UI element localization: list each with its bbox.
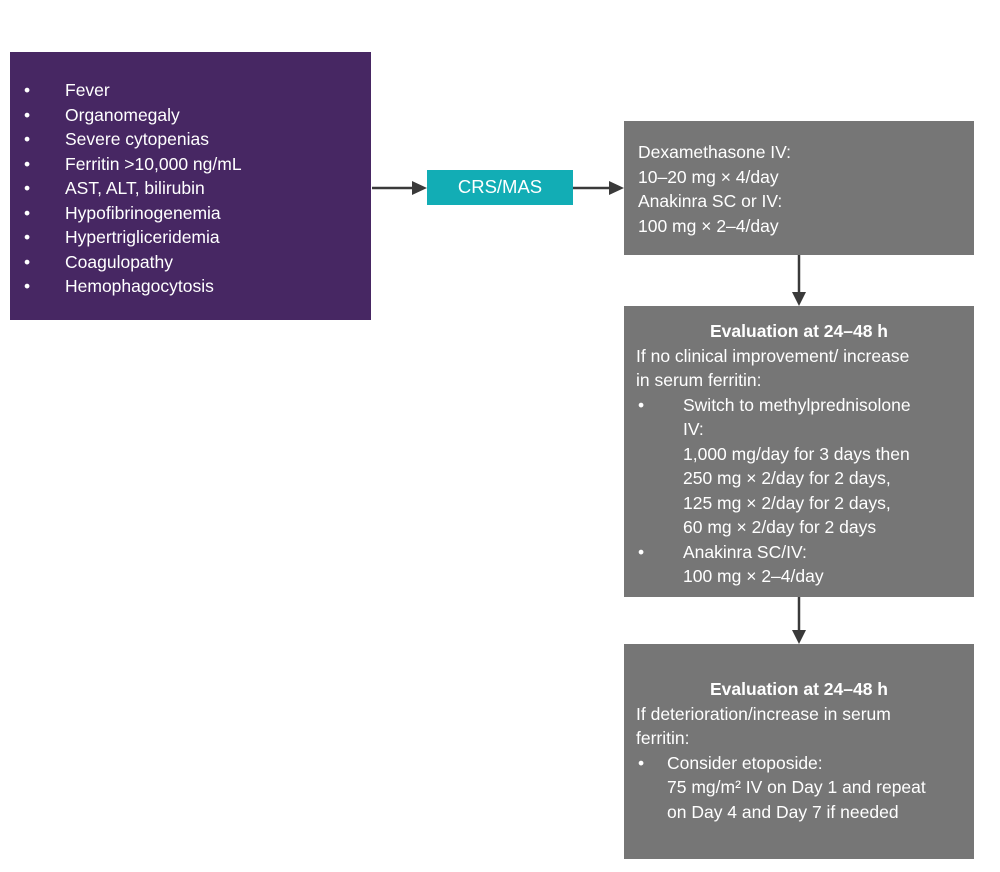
intro-line: If deterioration/increase in serum [636,703,891,724]
bullet-icon: • [24,153,31,174]
list-item [10,250,371,275]
crs-mas-node [427,170,573,205]
list-item [624,751,974,825]
treatment-line: Switch to methylprednisolone [683,394,911,415]
list-item [10,225,371,250]
symptom-label: Hemophagocytosis [65,276,214,296]
evaluation-box-1 [624,306,974,597]
intro-line: If no clinical improvement/ increase [636,345,910,366]
bullet-icon: • [638,752,645,773]
list-item [10,127,371,152]
bullet-icon: • [24,104,31,125]
bullet-icon: • [24,227,31,247]
treatment-line: 125 mg × 2/day for 2 days, [683,492,891,513]
bullet-icon: • [24,129,31,149]
symptom-label: Hypofibrinogenemia [65,202,221,223]
treatment-line: 1,000 mg/day for 3 days then [683,443,910,464]
bullet-icon: • [24,251,31,272]
treatment-line: Consider etoposide: [667,752,823,773]
list-item [624,393,974,540]
treatment-line: 75 mg/m² IV on Day 1 and repeat [667,777,926,797]
bullet-icon: • [24,202,31,223]
treatment-line: Anakinra SC or IV: [638,191,783,211]
symptom-label: AST, ALT, bilirubin [65,178,205,198]
crs-mas-label: CRS/MAS [457,176,543,198]
treatment-line: 100 mg × 2–4/day [638,215,779,236]
evaluation-intro [624,702,974,751]
intro-line: in serum ferritin: [636,370,762,390]
symptom-label: Organomegaly [65,104,180,125]
list-item [10,176,371,201]
treatment-line: Anakinra SC/IV: [683,541,807,562]
treatment-line: 250 mg × 2/day for 2 days, [683,468,891,488]
treatment-line: IV: [683,419,704,439]
treatment-line: 100 mg × 2–4/day [683,566,824,586]
list-item [10,103,371,128]
bullet-icon: • [24,276,31,296]
treatment-line: 60 mg × 2/day for 2 days [683,517,877,537]
bullet-icon: • [638,394,645,415]
bullet-icon: • [24,80,31,100]
arrow-treatment-to-eval1 [792,255,806,306]
symptom-label: Severe cytopenias [65,129,209,149]
intro-line: ferritin: [636,728,690,748]
arrow-crs-to-treatment [573,181,624,195]
symptom-label: Hypertrigliceridemia [65,227,220,247]
bullet-icon: • [24,178,31,198]
list-item [10,201,371,226]
symptom-label: Fever [65,80,110,100]
treatment-line: Dexamethasone IV: [638,142,792,162]
treatment-line: on Day 4 and Day 7 if needed [667,801,899,822]
symptom-label: Ferritin >10,000 ng/mL [65,153,242,174]
initial-treatment-box [624,121,974,255]
arrow-eval1-to-eval2 [792,597,806,644]
arrow-symptoms-to-crs [372,181,427,195]
list-item [10,78,371,103]
treatment-line: 10–20 mg × 4/day [638,166,779,187]
symptom-label: Coagulopathy [65,251,173,272]
evaluation-intro [624,344,974,393]
evaluation-box-2 [624,644,974,859]
evaluation-heading: Evaluation at 24–48 h [710,679,888,699]
bullet-icon: • [638,541,645,562]
list-item [10,152,371,177]
list-item [624,540,974,589]
list-item [10,274,371,299]
evaluation-heading: Evaluation at 24–48 h [710,321,888,341]
symptoms-box [10,52,371,320]
